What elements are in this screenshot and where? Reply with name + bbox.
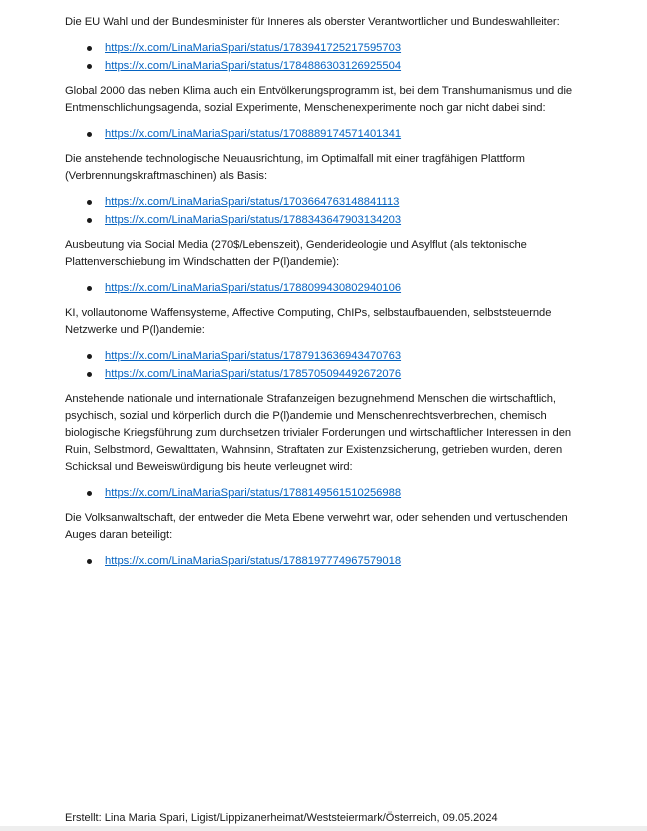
status-link[interactable]: https://x.com/LinaMariaSpari/status/1703664763148841113 (105, 196, 400, 208)
status-link[interactable]: https://x.com/LinaMariaSpari/status/1788099430802940106 (105, 282, 402, 294)
list-item (65, 279, 590, 297)
section-text: Die EU Wahl und der Bundesminister für Inneres als oberster Verantwortlicher und Bundeswahlleiter: (65, 16, 560, 28)
status-link[interactable]: https://x.com/LinaMariaSpari/status/1708889174571401341 (105, 128, 402, 140)
bullet-icon (87, 200, 92, 205)
list-item (65, 193, 590, 211)
section-text: Die Volksanwaltschaft, der entweder die Meta Ebene verwehrt war, oder sehenden und vertuschenden Auges daran beteiligt: (65, 512, 568, 541)
section-text: Ausbeutung via Social Media (270$/Lebenszeit), Genderideologie und Asylflut (als tektonische Plattenverschiebung im Windschatten der P(l)andemie): (65, 239, 527, 268)
footer-credit: Erstellt: Lina Maria Spari, Ligist/Lippizanerheimat/Weststeiermark/Österreich, 09.05.2024 (65, 812, 498, 824)
page-bottom-edge (0, 826, 647, 831)
link-list (65, 125, 590, 143)
bullet-icon (87, 286, 92, 291)
link-list (65, 347, 590, 383)
list-item (65, 365, 590, 383)
status-link[interactable]: https://x.com/LinaMariaSpari/status/1784886303126925504 (105, 60, 402, 72)
status-link[interactable]: https://x.com/LinaMariaSpari/status/1787913636943470763 (105, 350, 402, 362)
section-text: Anstehende nationale und internationale Strafanzeigen bezugnehmend Menschen die wirtschaftlich, psychisch, sozial und körperlich durch die P(l)andemie und Menschenrechtsverbrechen, chemisch biologische Kriegsführung zum durchsetzen trivialer Forderungen und wirtschaftlicher Interessen in den Ruin, Selbstmord, Gewalttaten, Wahnsinn, Straftaten zur Existenzsicherung, getrieben wurden, deren Schicksal und Beweiswürdigung bis heute verleugnet wird: (65, 393, 572, 473)
list-item (65, 125, 590, 143)
status-link[interactable]: https://x.com/LinaMariaSpari/status/1788197774967579018 (105, 555, 402, 567)
document-body (65, 14, 590, 578)
link-list (65, 484, 590, 502)
link-list (65, 552, 590, 570)
section-text: KI, vollautonome Waffensysteme, Affective Computing, ChIPs, selbstaufbauenden, selbststeuernde Netzwerke und P(l)andemie: (65, 307, 552, 336)
link-list (65, 193, 590, 229)
link-list (65, 39, 590, 75)
bullet-icon (87, 218, 92, 223)
bullet-icon (87, 132, 92, 137)
section-text: Global 2000 das neben Klima auch ein Entvölkerungsprogramm ist, bei dem Transhumanismus und die Entmenschlichungsagenda, sozial Experimente, Menschenexperimente noch gar nicht dabei sind: (65, 85, 573, 114)
list-item (65, 39, 590, 57)
bullet-icon (87, 372, 92, 377)
bullet-icon (87, 491, 92, 496)
bullet-icon (87, 46, 92, 51)
section-text: Die anstehende technologische Neuausrichtung, im Optimalfall mit einer tragfähigen Plattform (Verbrennungskraftmaschinen) als Basis: (65, 153, 525, 182)
status-link[interactable]: https://x.com/LinaMariaSpari/status/1788343647903134203 (105, 214, 402, 226)
status-link[interactable]: https://x.com/LinaMariaSpari/status/1788149561510256988 (105, 487, 402, 499)
bullet-icon (87, 64, 92, 69)
list-item (65, 57, 590, 75)
status-link[interactable]: https://x.com/LinaMariaSpari/status/1783941725217595703 (105, 42, 402, 54)
link-list (65, 279, 590, 297)
bullet-icon (87, 559, 92, 564)
bullet-icon (87, 354, 92, 359)
list-item (65, 484, 590, 502)
list-item (65, 211, 590, 229)
status-link[interactable]: https://x.com/LinaMariaSpari/status/1785705094492672076 (105, 368, 402, 380)
list-item (65, 552, 590, 570)
list-item (65, 347, 590, 365)
